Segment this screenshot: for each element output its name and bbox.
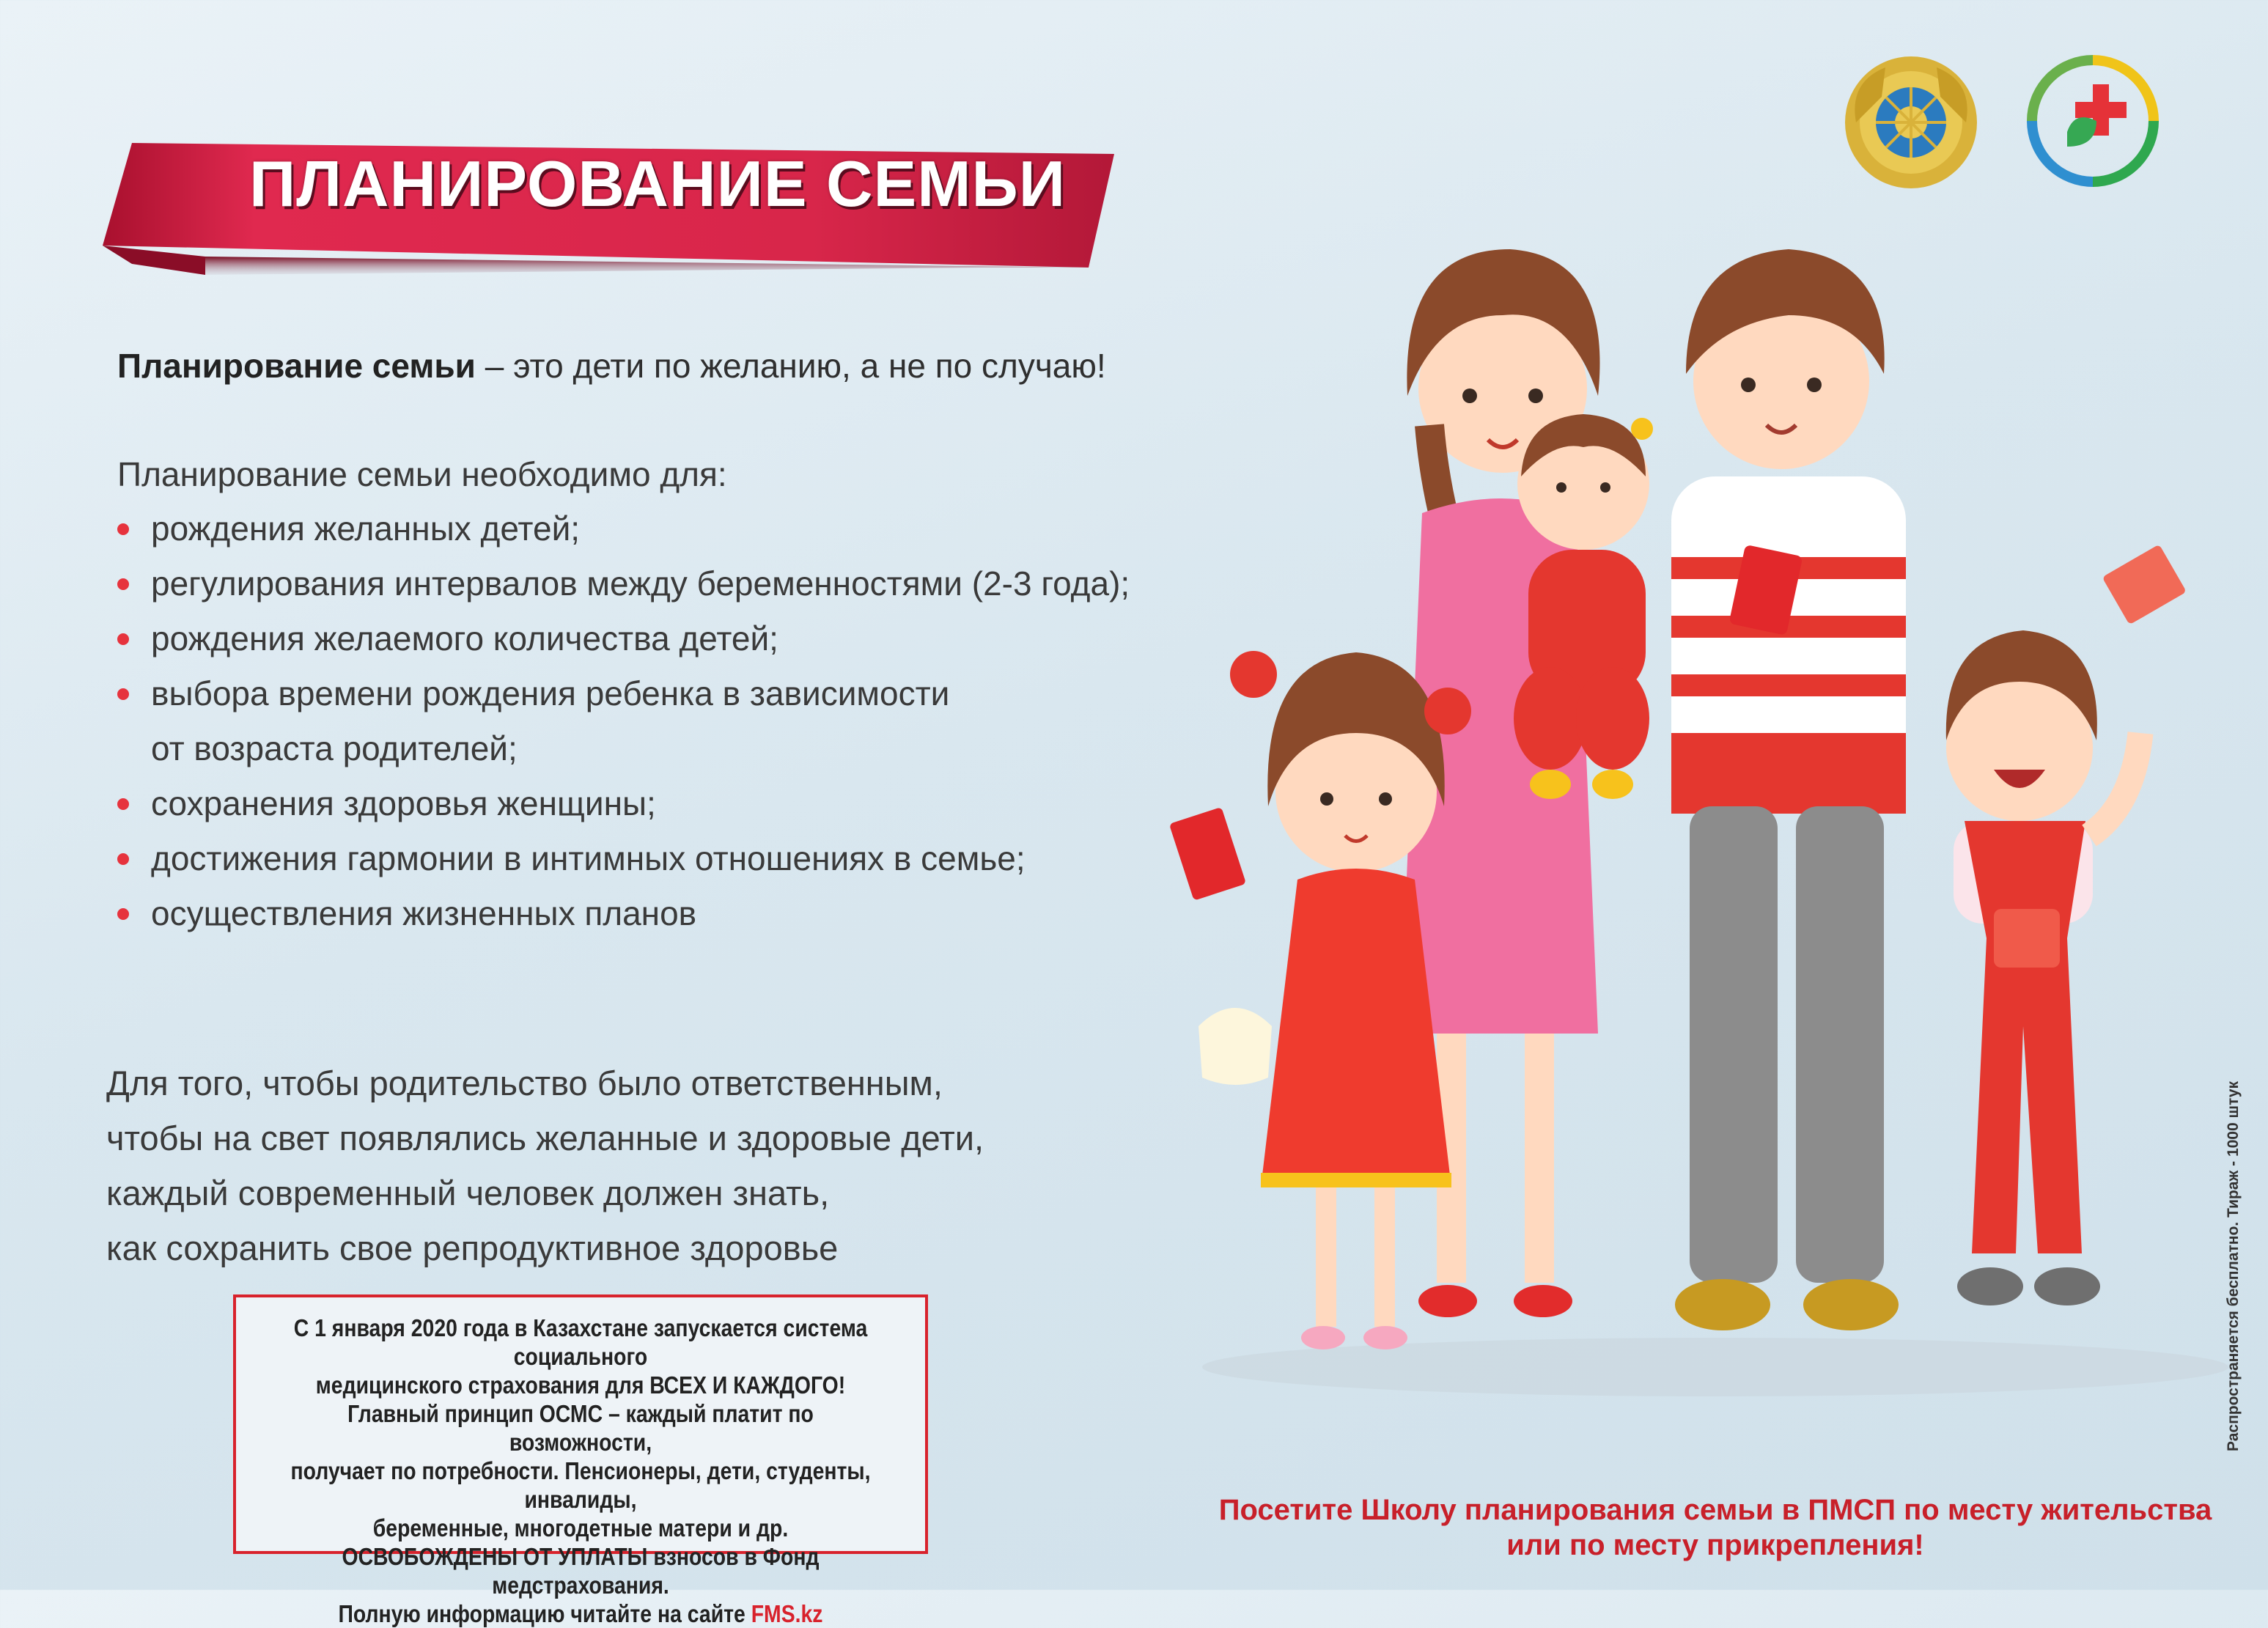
list-item	[116, 672, 1130, 782]
bullet-dot-icon	[117, 523, 129, 535]
intro-rest: – это дети по желанию, а не по случаю!	[475, 347, 1106, 385]
fms-link[interactable]: FMS.kz	[751, 1600, 823, 1627]
osms-line: беременные, многодетные матери и др.	[372, 1514, 789, 1542]
list-item-text: регулирования интервалов между беременностями (2-3 года);	[151, 564, 1130, 603]
visit-line: или по месту прикрепления!	[1506, 1529, 1924, 1561]
list-item-continuation: от возраста родителей;	[151, 729, 518, 767]
visit-line: Посетите Школу планирования семьи в ПМСП по месту жительства	[1218, 1494, 2212, 1526]
list-item	[116, 507, 1130, 562]
osms-line: С 1 января 2020 года в Казахстане запускается система социального	[293, 1314, 868, 1370]
list-item	[116, 892, 1130, 947]
boy-figure	[1946, 544, 2187, 1305]
osms-link-prefix: Полную информацию читайте на сайте	[338, 1600, 751, 1627]
osms-line: медицинского страхования для ВСЕХ И КАЖДОГО!	[315, 1371, 846, 1399]
bullet-dot-icon	[117, 633, 129, 645]
father-figure	[1671, 249, 1906, 1330]
bullet-dot-icon	[117, 853, 129, 865]
bullet-dot-icon	[117, 798, 129, 810]
distribution-note: Распространяется бесплатно. Тираж - 1000 штук	[2225, 1080, 2242, 1451]
bullet-dot-icon	[117, 688, 129, 700]
list-item	[116, 562, 1130, 617]
list-item	[116, 837, 1130, 892]
intro-bold: Планирование семьи	[117, 347, 476, 385]
paragraph-line: чтобы на свет появлялись желанные и здоровые дети,	[106, 1119, 984, 1157]
list-item-text: сохранения здоровья женщины;	[151, 784, 656, 822]
bullet-dot-icon	[117, 908, 129, 920]
family-illustration	[1158, 205, 2228, 1400]
list-item-text: достижения гармонии в интимных отношениях в семье;	[151, 839, 1026, 877]
list-item-text: осуществления жизненных планов	[151, 894, 697, 932]
osms-info-box	[233, 1294, 928, 1627]
list-item-text: рождения желанных детей;	[151, 509, 581, 548]
list-item	[116, 782, 1130, 837]
paragraph-line: каждый современный человек должен знать,	[106, 1174, 830, 1212]
osms-line: ОСВОБОЖДЕНЫ ОТ УПЛАТЫ взносов в Фонд медстрахования.	[342, 1543, 820, 1599]
benefits-list	[116, 507, 1130, 947]
osms-line	[284, 1599, 877, 1628]
list-item	[116, 617, 1130, 672]
state-emblem-icon	[1841, 53, 1981, 192]
baby-figure	[1514, 414, 1653, 799]
intro-text	[117, 346, 1106, 386]
visit-school-banner	[1188, 1492, 2243, 1563]
osms-line: получает по потребности. Пенсионеры, дети, студенты, инвалиды,	[290, 1457, 871, 1513]
medical-cross-icon	[2023, 51, 2162, 191]
responsibility-paragraph	[106, 1056, 984, 1275]
list-item-text: рождения желаемого количества детей;	[151, 619, 778, 658]
list-title: Планирование семьи необходимо для:	[117, 455, 727, 493]
girl-figure	[1169, 651, 1471, 1349]
paragraph-line: как сохранить свое репродуктивное здоровье	[106, 1229, 839, 1267]
bullet-dot-icon	[117, 578, 129, 590]
page-title: ПЛАНИРОВАНИЕ СЕМЬИ	[249, 147, 1067, 220]
list-item-text: выбора времени рождения ребенка в зависимости	[151, 674, 950, 712]
paragraph-line: Для того, чтобы родительство было ответственным,	[106, 1064, 943, 1102]
osms-line: Главный принцип ОСМС – каждый платит по возможности,	[347, 1400, 814, 1456]
